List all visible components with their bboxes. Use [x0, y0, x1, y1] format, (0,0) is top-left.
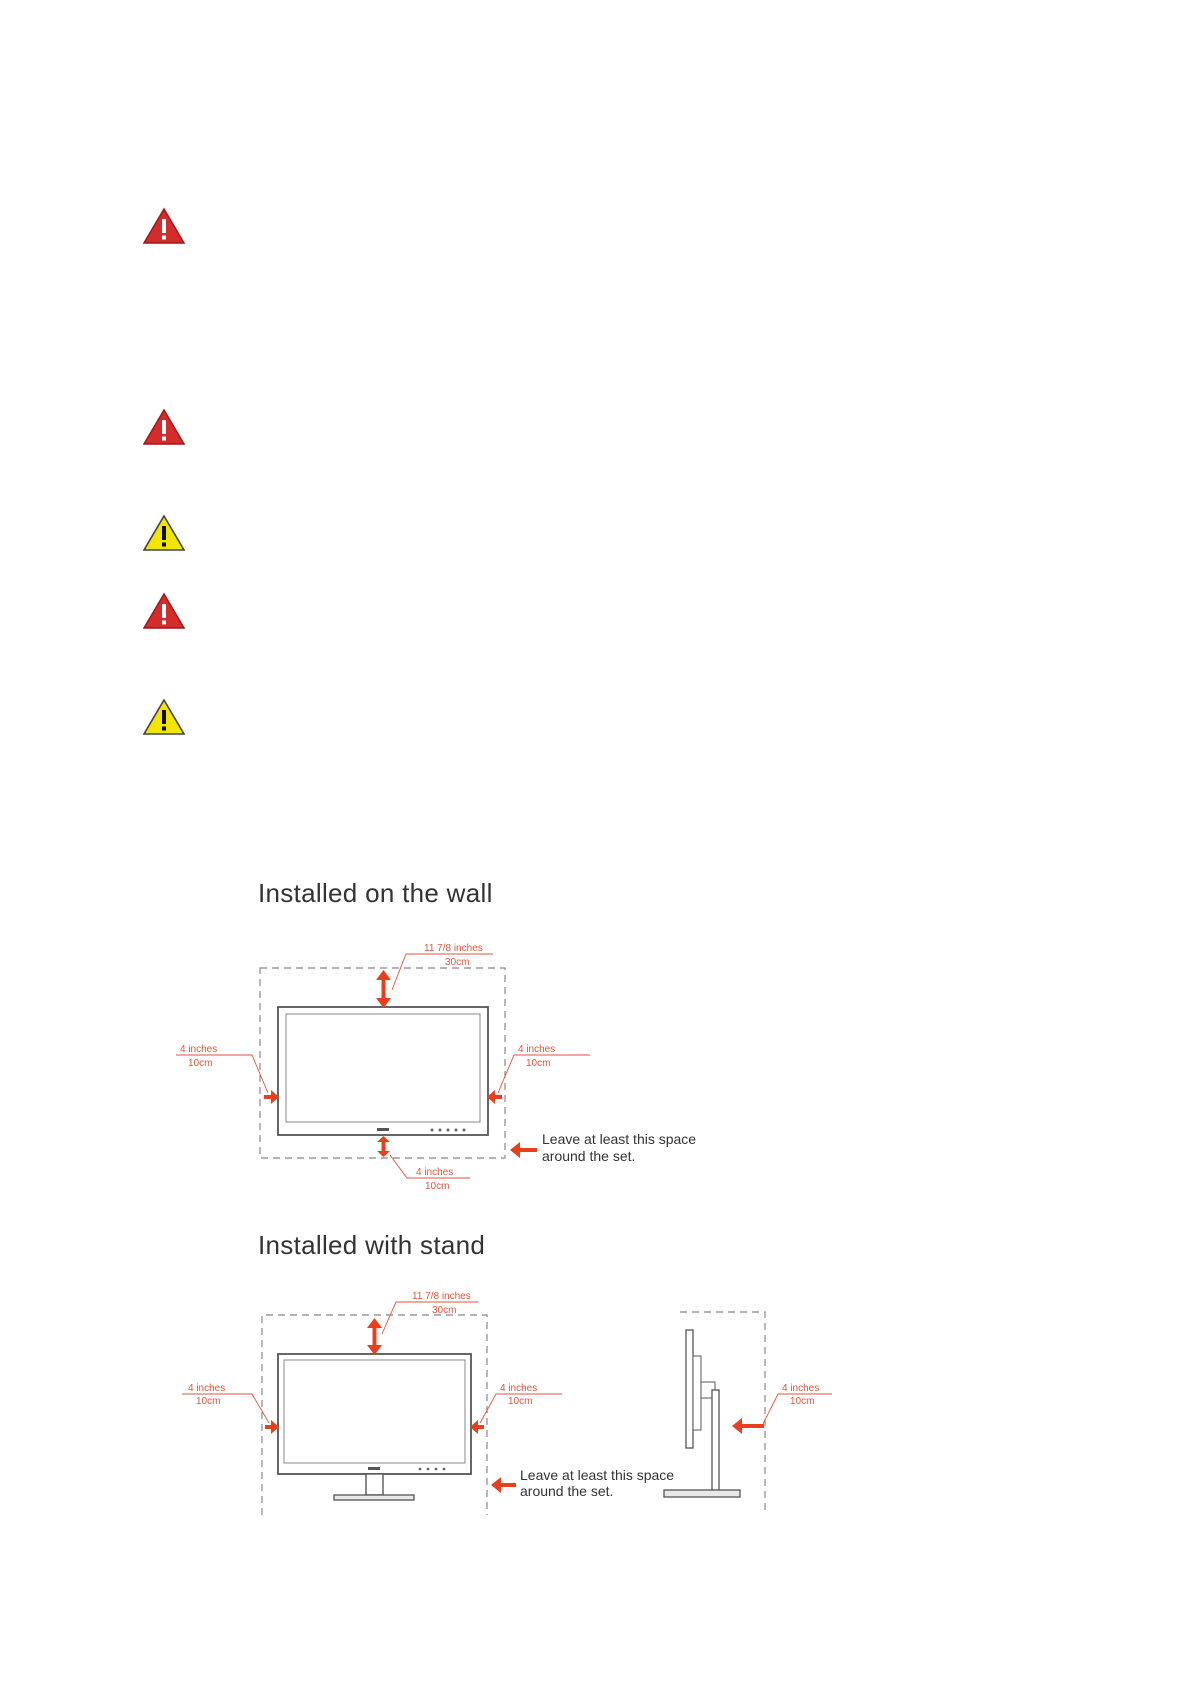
side-view-monitor	[664, 1330, 740, 1497]
stand-left-inches: 4 inches	[188, 1383, 226, 1394]
red-warning-icon	[142, 592, 186, 630]
side-clearance-arrow	[732, 1418, 764, 1434]
wall-left-cm: 10cm	[188, 1058, 213, 1069]
left-clearance-arrow	[264, 1090, 279, 1104]
stand-top-inches: 11 7/8 inches	[412, 1291, 471, 1302]
right-clearance-arrow	[487, 1090, 502, 1104]
wall-section-title: Installed on the wall	[258, 878, 493, 908]
side-inches: 4 inches	[782, 1383, 820, 1394]
wall-clearance-diagram	[160, 935, 760, 1205]
stand-top-clearance-arrow	[367, 1318, 382, 1355]
stand-right-clearance-arrow	[470, 1420, 484, 1434]
stand-left-cm: 10cm	[196, 1396, 221, 1407]
stand-section-title: Installed with stand	[258, 1230, 486, 1260]
stand-note-arrow	[491, 1477, 516, 1493]
monitor-screen	[286, 1014, 480, 1122]
stand-brand-logo	[368, 1467, 380, 1470]
stand-right-cm: 10cm	[508, 1396, 533, 1407]
stand-clearance-diagram	[160, 1290, 840, 1520]
brand-logo	[377, 1128, 389, 1131]
stand-note-line2: around the set.	[520, 1483, 614, 1499]
wall-bottom-cm: 10cm	[425, 1181, 450, 1192]
bottom-clearance-arrow	[377, 1136, 390, 1157]
stand-monitor-screen	[284, 1360, 465, 1463]
wall-left-inches: 4 inches	[180, 1044, 218, 1055]
stand-neck	[366, 1474, 383, 1495]
yellow-caution-icon	[142, 698, 186, 736]
wall-top-cm: 30cm	[445, 957, 470, 968]
stand-right-inches: 4 inches	[500, 1383, 538, 1394]
stand-top-cm: 30cm	[432, 1305, 457, 1316]
red-warning-icon	[142, 207, 186, 245]
note-arrow	[510, 1142, 537, 1158]
wall-bottom-inches: 4 inches	[416, 1167, 454, 1178]
yellow-caution-icon	[142, 514, 186, 552]
red-warning-icon	[142, 408, 186, 446]
stand-note-line1: Leave at least this space	[520, 1467, 675, 1483]
stand-left-clearance-arrow	[265, 1420, 279, 1434]
wall-note-line1: Leave at least this space	[542, 1131, 697, 1147]
stand-base	[334, 1495, 414, 1500]
wall-right-inches: 4 inches	[518, 1044, 556, 1055]
wall-right-cm: 10cm	[526, 1058, 551, 1069]
side-cm: 10cm	[790, 1396, 815, 1407]
wall-note-line2: around the set.	[542, 1148, 636, 1164]
top-clearance-arrow	[376, 970, 391, 1008]
wall-top-inches: 11 7/8 inches	[424, 943, 483, 954]
